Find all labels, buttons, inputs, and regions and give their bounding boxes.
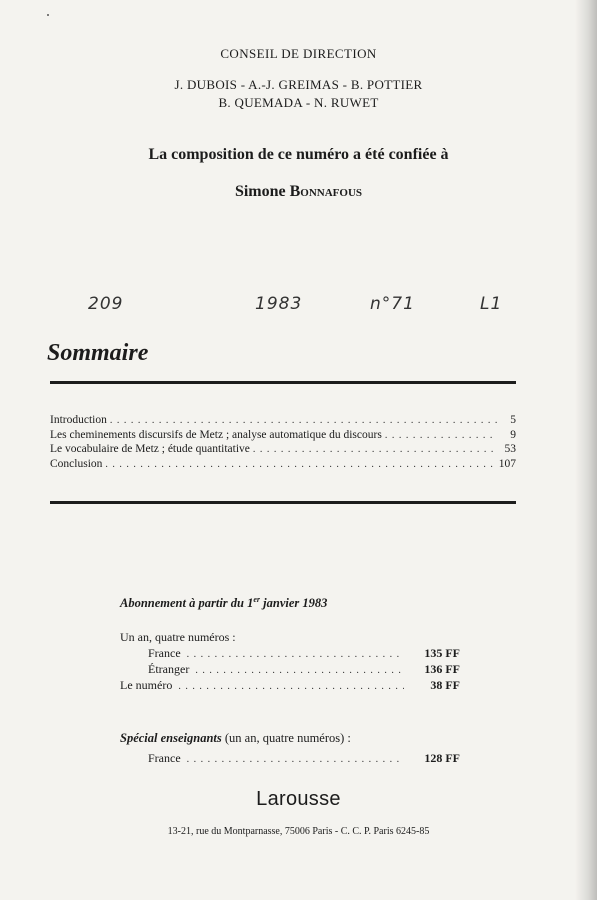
toc-row: [50, 443, 516, 458]
council-title: CONSEIL DE DIRECTION: [220, 46, 377, 61]
bottom-rule: [50, 501, 516, 504]
subscription-year-label: [120, 630, 460, 646]
toc-row: [50, 429, 516, 444]
special-offer: [120, 731, 351, 746]
toc-item-title: Les cheminements discursifs de Metz ; analyse automatique du discours: [50, 428, 382, 441]
toc-item-title: Introduction: [50, 414, 107, 426]
toc-leader: [105, 459, 495, 470]
handwritten-note-4: L1: [480, 294, 503, 314]
top-rule: [50, 381, 516, 384]
price-leader: [187, 754, 404, 765]
toc-leader: [385, 430, 497, 441]
special-offer-detail: (un an, quatre numéros) :: [221, 731, 351, 745]
handwritten-note-1: 209: [88, 294, 124, 314]
price-value: 38 FF: [430, 678, 460, 692]
toc-leader: [253, 444, 497, 455]
subscription-table: [120, 630, 460, 694]
subscription-title-prefix: Abonnement à partir du 1: [120, 596, 254, 611]
subscription-title: [120, 595, 327, 611]
price-leader: [178, 681, 404, 692]
price-label: Étranger: [148, 662, 190, 676]
price-label: Le numéro: [120, 678, 173, 692]
subscription-title-sup: er: [253, 595, 261, 604]
price-value: 136 FF: [424, 662, 460, 676]
special-offer-title: Spécial enseignants: [120, 731, 222, 745]
toc-row: [50, 414, 516, 429]
toc-item-page: 9: [510, 428, 516, 441]
toc-item-title: Le vocabulaire de Metz ; étude quantitative: [50, 443, 250, 455]
price-label: France: [148, 751, 181, 765]
author-name: [0, 183, 597, 201]
price-value: 135 FF: [424, 646, 460, 660]
toc-item-title: Conclusion: [50, 457, 103, 470]
subscription-title-suffix: janvier 1983: [260, 596, 328, 611]
special-table: [120, 751, 460, 767]
price-label: France: [148, 646, 181, 660]
year-label: Un an, quatre numéros :: [120, 630, 236, 644]
speck: [47, 14, 49, 16]
page-edge-shadow: [575, 0, 597, 900]
handwritten-note-3: n°71: [370, 294, 415, 314]
price-leader: [195, 665, 404, 676]
price-leader: [187, 649, 404, 660]
toc-item-page: 5: [510, 414, 516, 426]
price-row-numero: [120, 678, 460, 694]
council-members-line2: B. QUEMADA - N. RUWET: [218, 95, 379, 110]
composition-note: La composition de ce numéro a été confiée à: [148, 146, 449, 163]
author-last-name: Bonnafous: [289, 183, 363, 200]
table-of-contents: [50, 414, 516, 472]
handwritten-note-2: 1983: [255, 294, 303, 314]
toc-item-page: 53: [504, 443, 516, 455]
price-value: 128 FF: [424, 751, 460, 765]
council-members-line1: J. DUBOIS - A.-J. GREIMAS - B. POTTIER: [174, 77, 423, 92]
publisher-name: Larousse: [256, 788, 341, 810]
toc-item-page: 107: [498, 457, 516, 470]
toc-row: [50, 458, 516, 473]
toc-leader: [110, 415, 497, 426]
sommaire-title: Sommaire: [47, 340, 149, 366]
price-row-etranger: [120, 662, 460, 678]
price-row-special-france: [120, 751, 460, 767]
price-row-france: [120, 646, 460, 662]
publisher-address: 13-21, rue du Montparnasse, 75006 Paris - C. C. P. Paris 6245-85: [167, 826, 430, 837]
author-first-name: Simone: [234, 183, 286, 200]
